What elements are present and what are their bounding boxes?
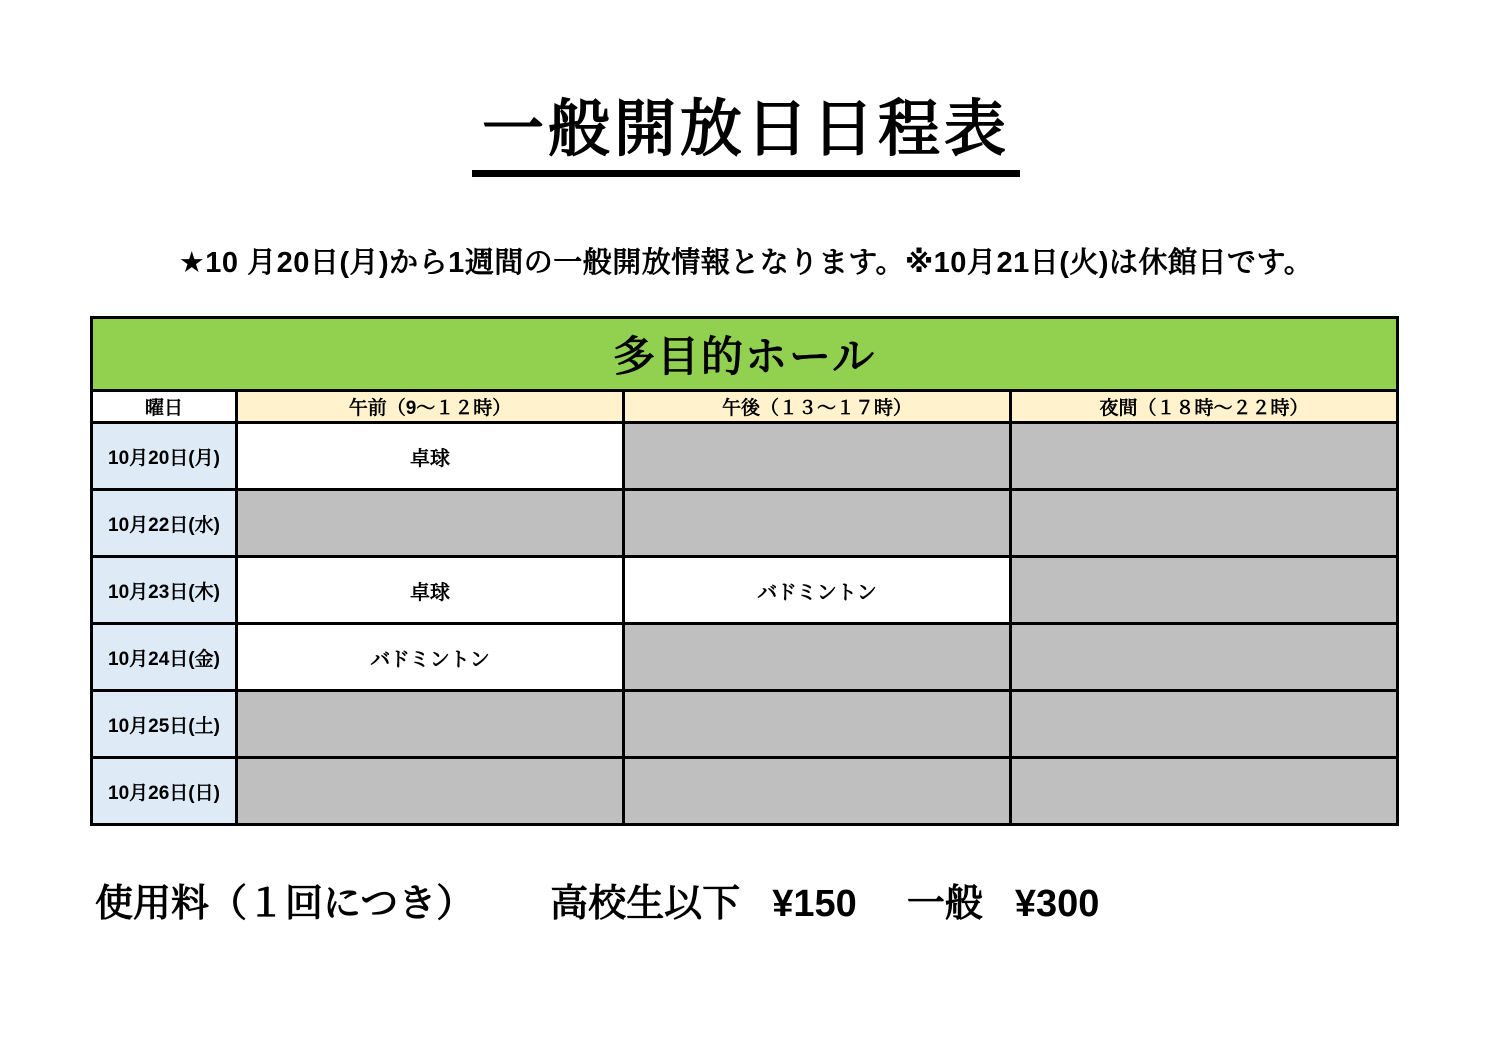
page-title [0, 96, 1492, 177]
table-row [92, 758, 1398, 825]
slot-cell [624, 624, 1011, 691]
hall-title: 多目的ホール [92, 318, 1398, 391]
slot-cell: 卓球 [237, 557, 624, 624]
fee-item-price: ¥300 [1014, 883, 1100, 925]
slot-cell [1011, 423, 1398, 490]
slot-cell: バドミントン [237, 624, 624, 691]
table-row [92, 624, 1398, 691]
table-row [92, 691, 1398, 758]
date-cell: 10月20日(月) [92, 423, 237, 490]
column-header-day: 曜日 [92, 391, 237, 423]
fee-item-price: ¥150 [772, 883, 857, 925]
fee-item-name: 高校生以下 [550, 883, 741, 925]
slot-cell [237, 758, 624, 825]
table-row [92, 490, 1398, 557]
fee-note [95, 872, 1099, 927]
column-header-morning: 午前（9～１２時） [237, 391, 624, 423]
schedule-table [90, 316, 1399, 826]
date-cell: 10月25日(土) [92, 691, 237, 758]
slot-cell [624, 423, 1011, 490]
page-title-text: 一般開放日日程表 [472, 96, 1020, 177]
date-cell: 10月22日(水) [92, 490, 237, 557]
slot-cell: バドミントン [624, 557, 1011, 624]
date-cell: 10月26日(日) [92, 758, 237, 825]
table-row [92, 423, 1398, 490]
slot-cell [624, 758, 1011, 825]
slot-cell [1011, 624, 1398, 691]
slot-cell [1011, 490, 1398, 557]
table-row [92, 557, 1398, 624]
fee-label: 使用料（１回につき） [95, 883, 475, 925]
column-header-evening: 夜間（１８時～２２時） [1011, 391, 1398, 423]
column-header-row [92, 391, 1398, 423]
date-cell: 10月23日(木) [92, 557, 237, 624]
slot-cell [1011, 691, 1398, 758]
slot-cell [1011, 758, 1398, 825]
slot-cell [237, 490, 624, 557]
slot-cell [237, 691, 624, 758]
column-header-afternoon: 午後（１３～１７時） [624, 391, 1011, 423]
slot-cell [624, 691, 1011, 758]
date-cell: 10月24日(金) [92, 624, 237, 691]
fee-item-name: 一般 [906, 883, 983, 925]
hall-title-row [92, 318, 1398, 391]
subtitle-note: ★10 月20日(月)から1週間の一般開放情報となります。※10月21日(火)は休館日です。 [178, 247, 1314, 279]
slot-cell [1011, 557, 1398, 624]
slot-cell: 卓球 [237, 423, 624, 490]
slot-cell [624, 490, 1011, 557]
